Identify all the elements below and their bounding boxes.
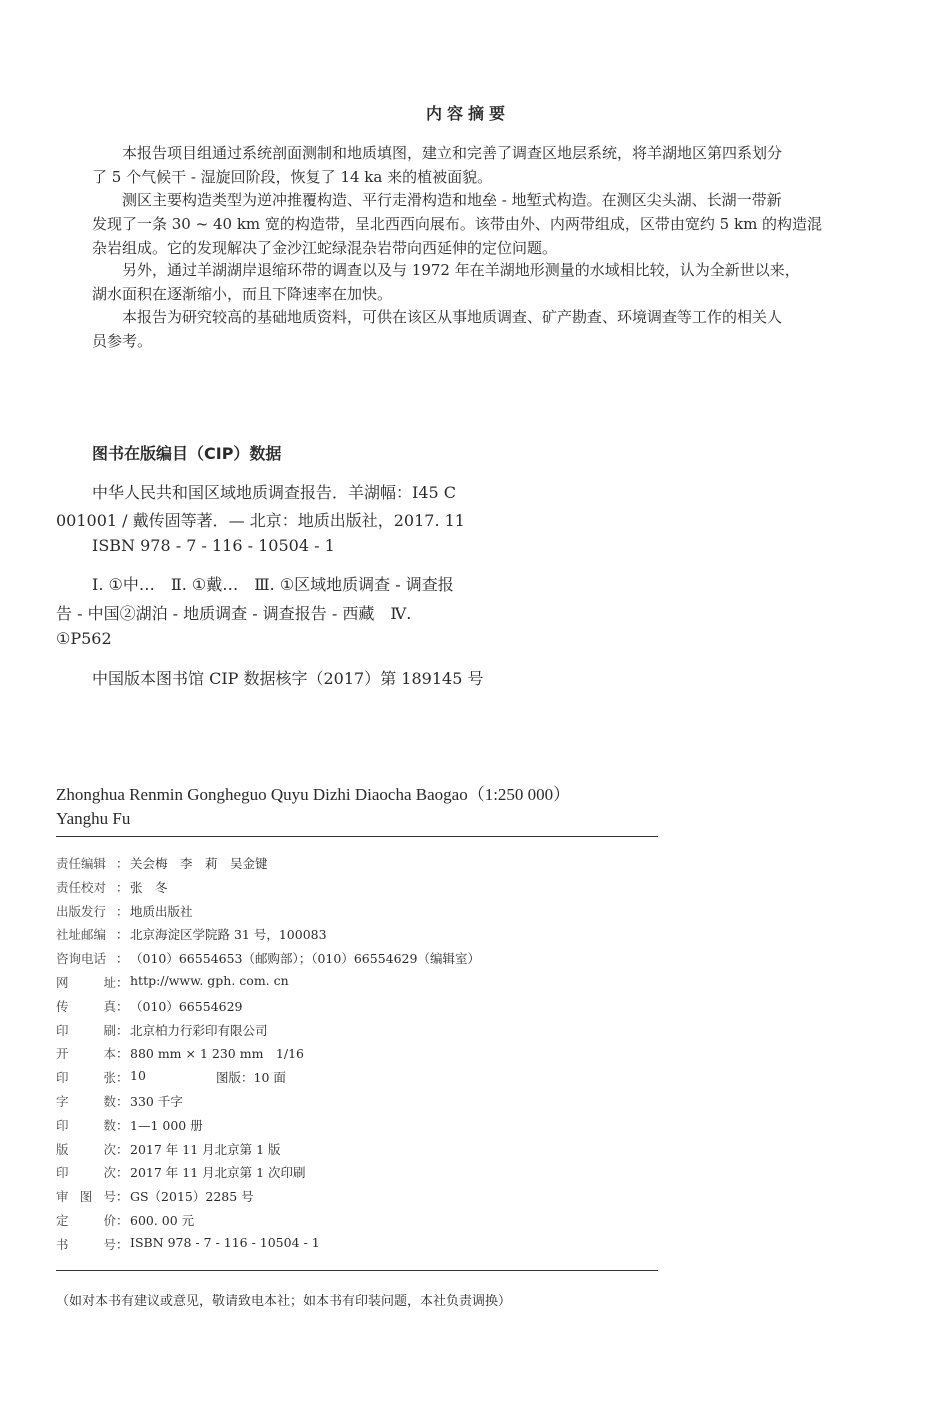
- info-colon: ：: [116, 951, 129, 967]
- cip-subject-line: Ⅰ. ①中… Ⅱ. ①戴… Ⅲ. ①区域地质调查 - 调查报: [92, 575, 454, 594]
- cip-isbn: ISBN 978 - 7 - 116 - 10504 - 1: [92, 536, 335, 555]
- info-label: 印 次: [56, 1165, 116, 1181]
- info-value: http://www. gph. com. cn: [130, 973, 289, 988]
- abstract-heading: 内容摘要: [425, 104, 510, 123]
- info-value: ISBN 978 - 7 - 116 - 10504 - 1: [130, 1234, 320, 1250]
- abstract-paragraph-3: [92, 258, 852, 306]
- info-value: 地质出版社: [130, 903, 193, 919]
- info-value: （010）66554653（邮购部）；（010）66554629（编辑室）: [130, 951, 480, 967]
- info-value: 北京柏力行彩印有限公司: [130, 1022, 268, 1038]
- paragraph-line: 了 5 个气候干 - 湿旋回阶段，恢复了 14 ka 来的植被面貌。: [92, 168, 493, 186]
- divider: [56, 836, 658, 837]
- info-colon: ：: [116, 1094, 129, 1109]
- abstract-paragraph-1: [92, 141, 852, 189]
- info-value: 880 mm × 1 230 mm 1/16: [130, 1046, 304, 1062]
- info-label: 出版发行: [56, 903, 107, 919]
- cip-title-line: 中华人民共和国区域地质调查报告．羊湖幅：I45 C: [92, 483, 457, 502]
- info-label: 开 本: [56, 1046, 116, 1062]
- info-colon: ：: [116, 1141, 129, 1157]
- info-colon: ：: [116, 856, 129, 871]
- info-colon: ：: [116, 1022, 129, 1038]
- paragraph-line: 杂岩组成。它的发现解决了金沙江蛇绿混杂岩带向西延伸的定位问题。: [92, 239, 558, 257]
- abstract-paragraph-2: [92, 188, 852, 260]
- info-label: 印 数: [56, 1117, 116, 1133]
- paragraph-line: 测区主要构造类型为逆冲推覆构造、平行走滑构造和地垒 - 地堑式构造。在测区尖头湖、长湖一带新: [122, 191, 782, 209]
- info-colon: ：: [116, 1046, 129, 1062]
- info-value: （010）66554629: [130, 998, 243, 1014]
- info-value: 330 千字: [130, 1094, 183, 1109]
- abstract-paragraph-4: [92, 305, 852, 353]
- info-colon: ：: [116, 1117, 129, 1133]
- english-title: Zhonghua Renmin Gongheguo Quyu Dizhi Diaocha Baogao（1:250 000）: [56, 785, 571, 804]
- info-colon: ：: [116, 879, 129, 895]
- info-colon: ：: [116, 975, 129, 990]
- info-colon: ：: [116, 1189, 129, 1205]
- divider: [56, 1270, 658, 1271]
- info-label: 印 刷: [56, 1022, 116, 1038]
- info-label: 传 真: [56, 998, 116, 1014]
- info-label: 责任校对: [56, 879, 107, 895]
- info-label: 咨询电话: [56, 951, 107, 967]
- info-value: 1—1 000 册: [130, 1117, 203, 1133]
- paragraph-line: 员参考。: [92, 332, 153, 350]
- info-label: 责任编辑: [56, 856, 107, 871]
- info-label: 字 数: [56, 1094, 116, 1109]
- info-value: GS（2015）2285 号: [130, 1189, 254, 1205]
- info-label: 审 图 号: [56, 1189, 116, 1205]
- cip-subject-line: ①P562: [56, 629, 112, 648]
- info-label: 印 张: [56, 1070, 116, 1086]
- info-value: 张 冬: [130, 879, 168, 895]
- info-colon: ：: [116, 903, 129, 919]
- cip-heading: 图书在版编目（CIP）数据: [92, 444, 282, 463]
- info-label: 书 号: [56, 1236, 116, 1252]
- info-colon: ：: [116, 998, 129, 1014]
- info-label: 社址邮编: [56, 927, 107, 943]
- info-value: 2017 年 11 月北京第 1 版: [130, 1141, 281, 1157]
- info-extra: 图版：10 面: [216, 1070, 286, 1086]
- info-label: 版 次: [56, 1141, 116, 1157]
- paragraph-line: 本报告为研究较高的基础地质资料，可供在该区从事地质调查、矿产勘查、环境调查等工作的相关人: [122, 308, 783, 326]
- footer-note: （如对本书有建议或意见，敬请致电本社；如本书有印装问题，本社负责调换）: [56, 1294, 512, 1309]
- paragraph-line: 本报告项目组通过系统剖面测制和地质填图，建立和完善了调查区地层系统，将羊湖地区第四系划分: [122, 144, 783, 162]
- paragraph-line: 湖水面积在逐渐缩小，而且下降速率在加快。: [92, 285, 393, 303]
- info-colon: ：: [116, 1236, 129, 1252]
- info-label: 定 价: [56, 1213, 116, 1228]
- paragraph-line: 另外，通过羊湖湖岸退缩环带的调查以及与 1972 年在羊湖地形测量的水域相比较，认为全新世以来，: [122, 261, 800, 279]
- info-value: 10: [130, 1068, 146, 1084]
- info-value: 600. 00 元: [130, 1213, 195, 1228]
- info-value: 2017 年 11 月北京第 1 次印刷: [130, 1165, 306, 1181]
- cip-title-line: 001001 / 戴传固等著．— 北京：地质出版社，2017. 11: [56, 511, 465, 530]
- info-value: 北京海淀区学院路 31 号，100083: [130, 927, 327, 943]
- cip-verify: 中国版本图书馆 CIP 数据核字（2017）第 189145 号: [92, 669, 484, 688]
- info-colon: ：: [116, 1070, 129, 1086]
- info-colon: ：: [116, 927, 129, 943]
- info-label: 网 址: [56, 975, 116, 990]
- info-colon: ：: [116, 1165, 129, 1181]
- english-subtitle: Yanghu Fu: [56, 809, 131, 828]
- info-colon: ：: [116, 1213, 129, 1228]
- paragraph-line: 发现了一条 30 ~ 40 km 宽的构造带，呈北西西向展布。该带由外、内两带组成，区带由宽约 5 km 的构造混: [92, 215, 823, 233]
- info-value: 关会梅 李 莉 吴金键: [130, 856, 268, 871]
- cip-subject-line: 告 - 中国②湖泊 - 地质调查 - 调查报告 - 西藏 Ⅳ.: [56, 604, 412, 623]
